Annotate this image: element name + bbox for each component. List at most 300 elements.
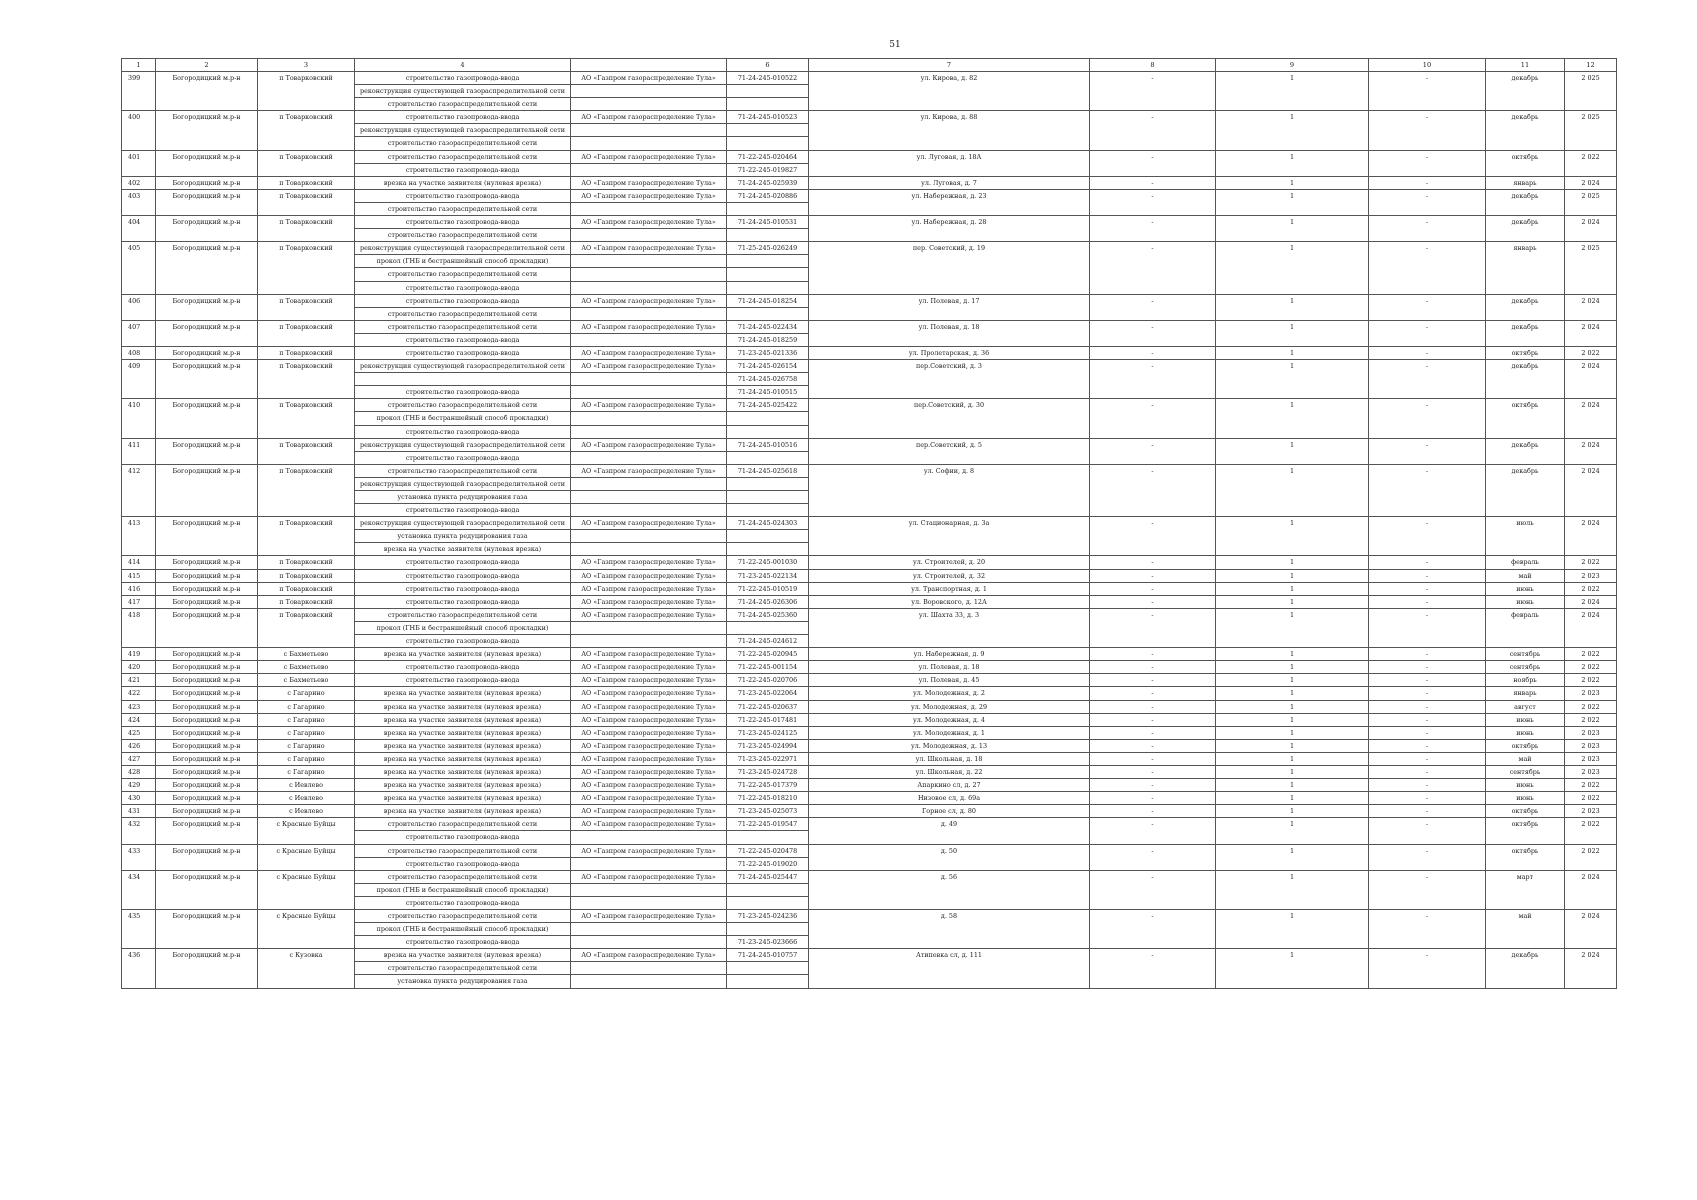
col8-cell: - bbox=[1090, 713, 1216, 726]
organization-cell bbox=[571, 831, 727, 844]
locality-cell: п Товарковский bbox=[258, 556, 355, 569]
table-row bbox=[122, 582, 1617, 595]
address-cell: Апаркино сл, д. 27 bbox=[809, 779, 1090, 792]
col10-cell: - bbox=[1369, 818, 1486, 844]
row-number-cell: 419 bbox=[122, 648, 156, 661]
district-cell: Богородицкий м.р-н bbox=[156, 726, 258, 739]
year-cell: 2 023 bbox=[1565, 687, 1617, 700]
application-id-cell: 71-24-245-010522 bbox=[727, 72, 809, 85]
month-cell: декабрь bbox=[1486, 111, 1565, 150]
header-col-8: 8 bbox=[1090, 59, 1216, 72]
col8-cell: - bbox=[1090, 216, 1216, 242]
address-cell: ул. Воровского, д. 12А bbox=[809, 595, 1090, 608]
col10-cell: - bbox=[1369, 687, 1486, 700]
header-col-7: 7 bbox=[809, 59, 1090, 72]
month-cell: декабрь bbox=[1486, 438, 1565, 464]
address-cell: ул. Набережная, д. 28 bbox=[809, 216, 1090, 242]
col8-cell: - bbox=[1090, 870, 1216, 909]
header-col-12: 12 bbox=[1565, 59, 1617, 72]
organization-cell bbox=[571, 281, 727, 294]
month-cell: декабрь bbox=[1486, 320, 1565, 346]
address-cell: ул. Кирова, д. 88 bbox=[809, 111, 1090, 150]
row-number-cell: 409 bbox=[122, 360, 156, 399]
application-id-cell bbox=[727, 124, 809, 137]
work-type-cell: прокол (ГНБ и бестраншейный способ прокладки) bbox=[355, 412, 571, 425]
district-cell: Богородицкий м.р-н bbox=[156, 399, 258, 438]
district-cell: Богородицкий м.р-н bbox=[156, 608, 258, 647]
application-id-cell: 71-23-245-021336 bbox=[727, 346, 809, 359]
organization-cell: АО «Газпром газораспределение Тула» bbox=[571, 739, 727, 752]
district-cell: Богородицкий м.р-н bbox=[156, 111, 258, 150]
district-cell: Богородицкий м.р-н bbox=[156, 779, 258, 792]
col10-cell: - bbox=[1369, 242, 1486, 294]
work-type-cell: врезка на участке заявителя (нулевая врезка) bbox=[355, 700, 571, 713]
organization-cell: АО «Газпром газораспределение Тула» bbox=[571, 752, 727, 765]
month-cell: сентябрь bbox=[1486, 648, 1565, 661]
district-cell: Богородицкий м.р-н bbox=[156, 517, 258, 556]
row-number-cell: 402 bbox=[122, 176, 156, 189]
year-cell: 2 024 bbox=[1565, 608, 1617, 647]
application-id-cell: 71-24-245-025447 bbox=[727, 870, 809, 883]
col10-cell: - bbox=[1369, 726, 1486, 739]
work-type-cell: строительство газопровода-ввода bbox=[355, 936, 571, 949]
organization-cell bbox=[571, 975, 727, 988]
col9-cell: 1 bbox=[1216, 517, 1369, 556]
district-cell: Богородицкий м.р-н bbox=[156, 556, 258, 569]
month-cell: май bbox=[1486, 910, 1565, 949]
year-cell: 2 023 bbox=[1565, 569, 1617, 582]
organization-cell bbox=[571, 202, 727, 215]
work-type-cell: врезка на участке заявителя (нулевая врезка) bbox=[355, 779, 571, 792]
locality-cell: п Товарковский bbox=[258, 189, 355, 215]
month-cell: июль bbox=[1486, 517, 1565, 556]
organization-cell: АО «Газпром газораспределение Тула» bbox=[571, 72, 727, 85]
row-number-cell: 414 bbox=[122, 556, 156, 569]
address-cell: ул. Полевая, д. 17 bbox=[809, 294, 1090, 320]
col10-cell: - bbox=[1369, 216, 1486, 242]
row-number-cell: 428 bbox=[122, 765, 156, 778]
row-number-cell: 433 bbox=[122, 844, 156, 870]
work-type-cell: строительство газопровода-ввода bbox=[355, 595, 571, 608]
work-type-cell: строительство газораспределительной сети bbox=[355, 150, 571, 163]
row-number-cell: 411 bbox=[122, 438, 156, 464]
application-id-cell: 71-24-245-010516 bbox=[727, 438, 809, 451]
year-cell: 2 022 bbox=[1565, 582, 1617, 595]
col8-cell: - bbox=[1090, 569, 1216, 582]
district-cell: Богородицкий м.р-н bbox=[156, 661, 258, 674]
year-cell: 2 022 bbox=[1565, 779, 1617, 792]
col9-cell: 1 bbox=[1216, 216, 1369, 242]
row-number-cell: 429 bbox=[122, 779, 156, 792]
col8-cell: - bbox=[1090, 320, 1216, 346]
col10-cell: - bbox=[1369, 700, 1486, 713]
application-id-cell bbox=[727, 530, 809, 543]
address-cell: д. 49 bbox=[809, 818, 1090, 844]
district-cell: Богородицкий м.р-н bbox=[156, 700, 258, 713]
work-type-cell: строительство газопровода-ввода bbox=[355, 896, 571, 909]
work-type-cell: врезка на участке заявителя (нулевая врезка) bbox=[355, 805, 571, 818]
application-id-cell bbox=[727, 923, 809, 936]
col10-cell: - bbox=[1369, 346, 1486, 359]
col8-cell: - bbox=[1090, 739, 1216, 752]
row-number-cell: 425 bbox=[122, 726, 156, 739]
month-cell: декабрь bbox=[1486, 949, 1565, 988]
month-cell: март bbox=[1486, 870, 1565, 909]
application-id-cell: 71-24-245-018259 bbox=[727, 333, 809, 346]
locality-cell: п Товарковский bbox=[258, 242, 355, 294]
year-cell: 2 023 bbox=[1565, 765, 1617, 778]
col9-cell: 1 bbox=[1216, 176, 1369, 189]
header-col-11: 11 bbox=[1486, 59, 1565, 72]
district-cell: Богородицкий м.р-н bbox=[156, 464, 258, 516]
application-id-cell bbox=[727, 831, 809, 844]
row-number-cell: 430 bbox=[122, 792, 156, 805]
work-type-cell: врезка на участке заявителя (нулевая врезка) bbox=[355, 949, 571, 962]
page-number: 51 bbox=[889, 40, 901, 50]
year-cell: 2 023 bbox=[1565, 752, 1617, 765]
year-cell: 2 025 bbox=[1565, 111, 1617, 150]
application-id-cell: 71-24-245-018254 bbox=[727, 294, 809, 307]
year-cell: 2 022 bbox=[1565, 674, 1617, 687]
organization-cell bbox=[571, 621, 727, 634]
col9-cell: 1 bbox=[1216, 765, 1369, 778]
table-row bbox=[122, 949, 1617, 962]
col10-cell: - bbox=[1369, 765, 1486, 778]
table-row bbox=[122, 150, 1617, 163]
col10-cell: - bbox=[1369, 150, 1486, 176]
locality-cell: п Товарковский bbox=[258, 72, 355, 111]
work-type-cell: врезка на участке заявителя (нулевая врезка) bbox=[355, 752, 571, 765]
year-cell: 2 023 bbox=[1565, 726, 1617, 739]
row-number-cell: 423 bbox=[122, 700, 156, 713]
col10-cell: - bbox=[1369, 713, 1486, 726]
month-cell: декабрь bbox=[1486, 294, 1565, 320]
col10-cell: - bbox=[1369, 870, 1486, 909]
locality-cell: с Гагарино bbox=[258, 726, 355, 739]
address-cell: ул. Шахта 33, д. 3 bbox=[809, 608, 1090, 647]
address-cell: д. 50 bbox=[809, 844, 1090, 870]
work-type-cell: строительство газопровода-ввода bbox=[355, 504, 571, 517]
work-type-cell: установка пункта редуцирования газа bbox=[355, 975, 571, 988]
locality-cell: п Товарковский bbox=[258, 294, 355, 320]
application-id-cell: 71-22-245-001030 bbox=[727, 556, 809, 569]
row-number-cell: 400 bbox=[122, 111, 156, 150]
work-type-cell: строительство газораспределительной сети bbox=[355, 870, 571, 883]
address-cell: ул. Полевая, д. 45 bbox=[809, 674, 1090, 687]
organization-cell bbox=[571, 373, 727, 386]
organization-cell: АО «Газпром газораспределение Тула» bbox=[571, 346, 727, 359]
district-cell: Богородицкий м.р-н bbox=[156, 818, 258, 844]
organization-cell bbox=[571, 477, 727, 490]
district-cell: Богородицкий м.р-н bbox=[156, 713, 258, 726]
table-row bbox=[122, 818, 1617, 831]
address-cell: д. 58 bbox=[809, 910, 1090, 949]
col10-cell: - bbox=[1369, 844, 1486, 870]
district-cell: Богородицкий м.р-н bbox=[156, 595, 258, 608]
work-type-cell: строительство газораспределительной сети bbox=[355, 320, 571, 333]
col9-cell: 1 bbox=[1216, 805, 1369, 818]
year-cell: 2 022 bbox=[1565, 700, 1617, 713]
col9-cell: 1 bbox=[1216, 779, 1369, 792]
month-cell: июнь bbox=[1486, 582, 1565, 595]
table-row bbox=[122, 464, 1617, 477]
col9-cell: 1 bbox=[1216, 360, 1369, 399]
row-number-cell: 406 bbox=[122, 294, 156, 320]
application-id-cell: 71-24-245-010531 bbox=[727, 216, 809, 229]
row-number-cell: 436 bbox=[122, 949, 156, 988]
col10-cell: - bbox=[1369, 294, 1486, 320]
organization-cell bbox=[571, 491, 727, 504]
row-number-cell: 431 bbox=[122, 805, 156, 818]
col10-cell: - bbox=[1369, 595, 1486, 608]
year-cell: 2 022 bbox=[1565, 150, 1617, 176]
address-cell: ул. Пролетарская, д. 36 bbox=[809, 346, 1090, 359]
organization-cell bbox=[571, 883, 727, 896]
table-row bbox=[122, 726, 1617, 739]
year-cell: 2 024 bbox=[1565, 399, 1617, 438]
table-row bbox=[122, 648, 1617, 661]
application-id-cell: 71-24-245-026154 bbox=[727, 360, 809, 373]
col9-cell: 1 bbox=[1216, 346, 1369, 359]
month-cell: февраль bbox=[1486, 556, 1565, 569]
col10-cell: - bbox=[1369, 949, 1486, 988]
table-row bbox=[122, 399, 1617, 412]
row-number-cell: 404 bbox=[122, 216, 156, 242]
district-cell: Богородицкий м.р-н bbox=[156, 189, 258, 215]
col9-cell: 1 bbox=[1216, 242, 1369, 294]
application-id-cell: 71-24-245-020886 bbox=[727, 189, 809, 202]
year-cell: 2 022 bbox=[1565, 556, 1617, 569]
work-type-cell: строительство газопровода-ввода bbox=[355, 831, 571, 844]
district-cell: Богородицкий м.р-н bbox=[156, 320, 258, 346]
locality-cell: п Товарковский bbox=[258, 582, 355, 595]
year-cell: 2 022 bbox=[1565, 346, 1617, 359]
table-row bbox=[122, 752, 1617, 765]
month-cell: январь bbox=[1486, 176, 1565, 189]
organization-cell bbox=[571, 137, 727, 150]
row-number-cell: 416 bbox=[122, 582, 156, 595]
district-cell: Богородицкий м.р-н bbox=[156, 438, 258, 464]
locality-cell: п Товарковский bbox=[258, 320, 355, 346]
district-cell: Богородицкий м.р-н bbox=[156, 72, 258, 111]
col8-cell: - bbox=[1090, 111, 1216, 150]
application-id-cell: 71-24-245-024612 bbox=[727, 635, 809, 648]
col8-cell: - bbox=[1090, 700, 1216, 713]
application-id-cell: 71-25-245-026249 bbox=[727, 242, 809, 255]
col8-cell: - bbox=[1090, 674, 1216, 687]
application-id-cell: 71-23-245-024236 bbox=[727, 910, 809, 923]
col8-cell: - bbox=[1090, 517, 1216, 556]
col10-cell: - bbox=[1369, 910, 1486, 949]
locality-cell: с Иевлево bbox=[258, 805, 355, 818]
month-cell: июнь bbox=[1486, 713, 1565, 726]
col9-cell: 1 bbox=[1216, 818, 1369, 844]
row-number-cell: 426 bbox=[122, 739, 156, 752]
organization-cell: АО «Газпром газораспределение Тула» bbox=[571, 765, 727, 778]
col8-cell: - bbox=[1090, 792, 1216, 805]
work-type-cell: реконструкция существующей газораспределительной сети bbox=[355, 477, 571, 490]
district-cell: Богородицкий м.р-н bbox=[156, 216, 258, 242]
locality-cell: с Красные Буйцы bbox=[258, 844, 355, 870]
district-cell: Богородицкий м.р-н bbox=[156, 844, 258, 870]
month-cell: декабрь bbox=[1486, 360, 1565, 399]
organization-cell: АО «Газпром газораспределение Тула» bbox=[571, 294, 727, 307]
col8-cell: - bbox=[1090, 294, 1216, 320]
col8-cell: - bbox=[1090, 346, 1216, 359]
organization-cell bbox=[571, 255, 727, 268]
address-cell: ул. Набережная, д. 9 bbox=[809, 648, 1090, 661]
col8-cell: - bbox=[1090, 176, 1216, 189]
year-cell: 2 024 bbox=[1565, 595, 1617, 608]
row-number-cell: 412 bbox=[122, 464, 156, 516]
work-type-cell: строительство газопровода-ввода bbox=[355, 569, 571, 582]
month-cell: июнь bbox=[1486, 595, 1565, 608]
col9-cell: 1 bbox=[1216, 687, 1369, 700]
table-row bbox=[122, 739, 1617, 752]
application-id-cell: 71-24-245-010515 bbox=[727, 386, 809, 399]
row-number-cell: 435 bbox=[122, 910, 156, 949]
work-type-cell: строительство газопровода-ввода bbox=[355, 111, 571, 124]
year-cell: 2 024 bbox=[1565, 176, 1617, 189]
work-type-cell: прокол (ГНБ и бестраншейный способ прокладки) bbox=[355, 255, 571, 268]
col9-cell: 1 bbox=[1216, 713, 1369, 726]
work-type-cell: врезка на участке заявителя (нулевая врезка) bbox=[355, 687, 571, 700]
month-cell: октябрь bbox=[1486, 150, 1565, 176]
col8-cell: - bbox=[1090, 687, 1216, 700]
col8-cell: - bbox=[1090, 648, 1216, 661]
locality-cell: с Гагарино bbox=[258, 713, 355, 726]
work-type-cell: реконструкция существующей газораспределительной сети bbox=[355, 517, 571, 530]
locality-cell: с Иевлево bbox=[258, 779, 355, 792]
col10-cell: - bbox=[1369, 464, 1486, 516]
work-type-cell: врезка на участке заявителя (нулевая врезка) bbox=[355, 765, 571, 778]
col9-cell: 1 bbox=[1216, 582, 1369, 595]
district-cell: Богородицкий м.р-н bbox=[156, 150, 258, 176]
locality-cell: с Красные Буйцы bbox=[258, 818, 355, 844]
application-id-cell: 71-24-245-024303 bbox=[727, 517, 809, 530]
work-type-cell: врезка на участке заявителя (нулевая врезка) bbox=[355, 726, 571, 739]
address-cell: Атипевка сл, д. 111 bbox=[809, 949, 1090, 988]
month-cell: июнь bbox=[1486, 779, 1565, 792]
col8-cell: - bbox=[1090, 72, 1216, 111]
application-id-cell: 71-24-245-026306 bbox=[727, 595, 809, 608]
work-type-cell: строительство газопровода-ввода bbox=[355, 281, 571, 294]
col9-cell: 1 bbox=[1216, 739, 1369, 752]
month-cell: сентябрь bbox=[1486, 765, 1565, 778]
organization-cell: АО «Газпром газораспределение Тула» bbox=[571, 569, 727, 582]
application-id-cell bbox=[727, 491, 809, 504]
organization-cell bbox=[571, 98, 727, 111]
work-type-cell: строительство газораспределительной сети bbox=[355, 399, 571, 412]
col9-cell: 1 bbox=[1216, 569, 1369, 582]
locality-cell: с Гагарино bbox=[258, 687, 355, 700]
month-cell: май bbox=[1486, 752, 1565, 765]
work-type-cell: врезка на участке заявителя (нулевая врезка) bbox=[355, 739, 571, 752]
work-type-cell: строительство газопровода-ввода bbox=[355, 163, 571, 176]
col8-cell: - bbox=[1090, 438, 1216, 464]
work-type-cell: прокол (ГНБ и бестраншейный способ прокладки) bbox=[355, 923, 571, 936]
year-cell: 2 022 bbox=[1565, 792, 1617, 805]
application-id-cell: 71-24-245-022434 bbox=[727, 320, 809, 333]
work-type-cell: строительство газопровода-ввода bbox=[355, 451, 571, 464]
address-cell: ул. Строителей, д. 32 bbox=[809, 569, 1090, 582]
organization-cell bbox=[571, 504, 727, 517]
month-cell: декабрь bbox=[1486, 189, 1565, 215]
month-cell: сентябрь bbox=[1486, 661, 1565, 674]
col8-cell: - bbox=[1090, 242, 1216, 294]
application-id-cell: 71-22-245-020478 bbox=[727, 844, 809, 857]
col10-cell: - bbox=[1369, 608, 1486, 647]
locality-cell: п Товарковский bbox=[258, 399, 355, 438]
col9-cell: 1 bbox=[1216, 464, 1369, 516]
application-id-cell: 71-22-245-020945 bbox=[727, 648, 809, 661]
table-row bbox=[122, 792, 1617, 805]
col9-cell: 1 bbox=[1216, 294, 1369, 320]
row-number-cell: 408 bbox=[122, 346, 156, 359]
application-id-cell: 71-24-245-010757 bbox=[727, 949, 809, 962]
address-cell: ул. Молодежная, д. 2 bbox=[809, 687, 1090, 700]
organization-cell bbox=[571, 896, 727, 909]
table-body bbox=[122, 72, 1617, 989]
application-id-cell: 71-24-245-025360 bbox=[727, 608, 809, 621]
month-cell: октябрь bbox=[1486, 818, 1565, 844]
col9-cell: 1 bbox=[1216, 608, 1369, 647]
organization-cell bbox=[571, 229, 727, 242]
district-cell: Богородицкий м.р-н bbox=[156, 674, 258, 687]
year-cell: 2 025 bbox=[1565, 189, 1617, 215]
application-id-cell bbox=[727, 451, 809, 464]
row-number-cell: 422 bbox=[122, 687, 156, 700]
application-id-cell: 71-22-245-018210 bbox=[727, 792, 809, 805]
month-cell: октябрь bbox=[1486, 399, 1565, 438]
organization-cell: АО «Газпром газораспределение Тула» bbox=[571, 438, 727, 451]
application-id-cell: 71-22-245-020706 bbox=[727, 674, 809, 687]
application-id-cell bbox=[727, 477, 809, 490]
col8-cell: - bbox=[1090, 726, 1216, 739]
col8-cell: - bbox=[1090, 582, 1216, 595]
organization-cell bbox=[571, 333, 727, 346]
header-col-10: 10 bbox=[1369, 59, 1486, 72]
col9-cell: 1 bbox=[1216, 661, 1369, 674]
locality-cell: с Гагарино bbox=[258, 739, 355, 752]
application-id-cell: 71-23-245-022064 bbox=[727, 687, 809, 700]
year-cell: 2 024 bbox=[1565, 464, 1617, 516]
organization-cell bbox=[571, 857, 727, 870]
organization-cell bbox=[571, 268, 727, 281]
col10-cell: - bbox=[1369, 189, 1486, 215]
year-cell: 2 024 bbox=[1565, 360, 1617, 399]
application-id-cell bbox=[727, 229, 809, 242]
work-type-cell: строительство газопровода-ввода bbox=[355, 386, 571, 399]
col9-cell: 1 bbox=[1216, 700, 1369, 713]
year-cell: 2 022 bbox=[1565, 648, 1617, 661]
district-cell: Богородицкий м.р-н bbox=[156, 346, 258, 359]
application-id-cell bbox=[727, 98, 809, 111]
address-cell: пер.Советский, д. 30 bbox=[809, 399, 1090, 438]
table-row bbox=[122, 242, 1617, 255]
work-type-cell: установка пункта редуцирования газа bbox=[355, 530, 571, 543]
table-row bbox=[122, 320, 1617, 333]
col10-cell: - bbox=[1369, 779, 1486, 792]
application-id-cell bbox=[727, 504, 809, 517]
district-cell: Богородицкий м.р-н bbox=[156, 870, 258, 909]
work-type-cell: строительство газораспределительной сети bbox=[355, 202, 571, 215]
table-row bbox=[122, 779, 1617, 792]
organization-cell: АО «Газпром газораспределение Тула» bbox=[571, 608, 727, 621]
table-row bbox=[122, 569, 1617, 582]
row-number-cell: 434 bbox=[122, 870, 156, 909]
locality-cell: с Красные Буйцы bbox=[258, 910, 355, 949]
